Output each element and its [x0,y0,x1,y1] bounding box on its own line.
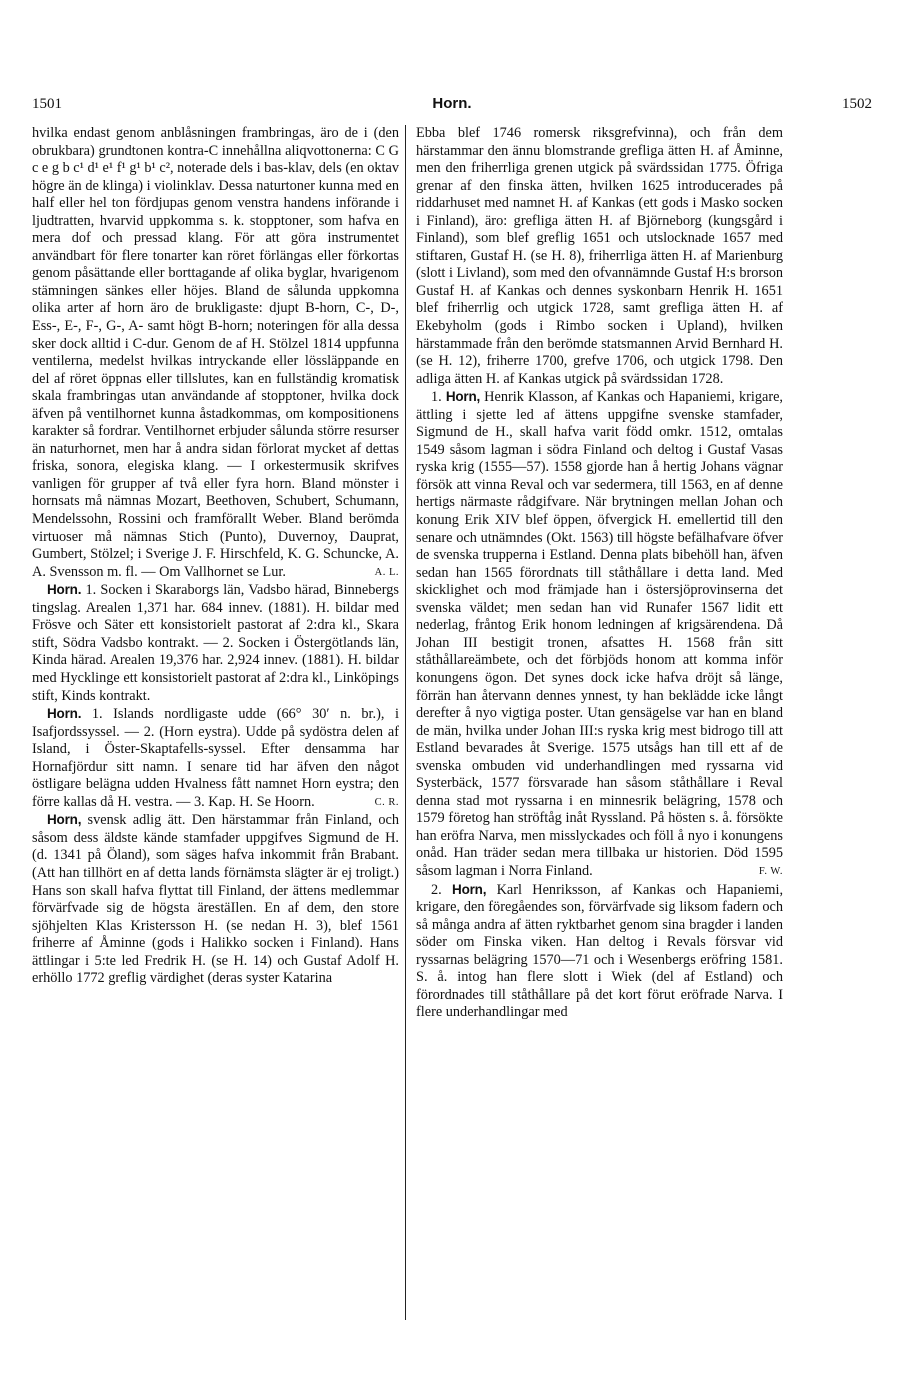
entry-text: svensk adlig ätt. Den härstammar från Finland, och såsom dess äldste kände stamfader uppgifves Sigmund de H. (d. 1341 på Öland), som säges hafva inkommit från Brabant. (Att han tillhört en af detta lands förnämsta slägter är ej troligt.) Hans son skall hafva flyttat till Finland, der ättens medlemmar förvärfvade sig de högsta ärestäIlen. En af dem, den store sjöhjelten Klas Kristersson H. (se nedan H. 3), blef 1561 friherre af Åminne (gods i Halikko socken i Finland). Hans ättlingar i 5:te led Fredrik H. (se H. 14) och Gustaf Adolf H. erhöllo 1772 greflig värdighet (deras syster Katarina [32,812,399,987]
entry-headword: Horn, [452,881,487,897]
left-column [32,125,399,1320]
entry-text: 1. Islands nordligaste udde (66° 30′ n. br.), i Isafjordssyssel. — 2. (Horn eystra). Udde på sydöstra delen af Island, i Öster-Skaptafells-syssel. Efter densamma har Hornafjördur sitt namn. I senare tid har äfven den något östligare belägna udden Hvalness fått namnet Horn eystra; den förre kallas då H. vestra. — 3. Kap. H. Se Hoorn. [32,706,399,810]
entry-horn-udde [32,705,399,811]
author-signature: A. L. [374,566,399,578]
entry-continuation-text: Ebba blef 1746 romersk riksgrefvinna), och från dem härstammar den ännu blomstrande grefliga ätten H. af Åminne, men den friherrliga grenen utgick på svärdssidan 1775. Öfriga grenar af den finska ätten, hvilken 1625 introducerades på riddarhuset med namnet H. af Kankas (ett gods i Masko socken i Finland), äro: grefliga ätten H. af Björneborg (kungsgård i Finland), som blef greflig 1651 och utslocknade 1657 med stiftaren, Gustaf H. (se H. 8), friherrliga ätten H. af Marienburg (slott i Livland), som med den ofvannämnde Gustaf H:s brorson Gustaf H. af Kankas och dennes syskonbarn Henrik H. 1651 blef friherrlig och utgick 1728, samt grefliga ätten H. af Ekebyholm (gods i Rimbo socken i Upland), hvilken härstammade från den berömde statsmannen Arvid Bernhard H. (se H. 12), friherre 1700, grefve 1706, och utgick 1798. Den adliga ätten H. af Kankas utgick på svärdssidan 1728. [416,125,783,387]
entry-horn-att [32,811,399,987]
entry-text: 1. Socken i Skaraborgs län, Vadsbo härad, Binnebergs tingslag. Arealen 1,371 har. 684 innev. (1881). H. bildar med Frösve och Säter ett konsistorielt pastorat af 2:dra kl., Skara stift, Södra Vadsbo kontrakt. — 2. Socken i Östergötlands län, Kinda härad. Arealen 19,376 har. 2,924 innev. (1881). H. bildar med Hycklinge ett konsistorielt pastorat af 2:dra kl., Linköpings stift, Kinds kontrakt. [32,582,399,704]
entry-number: 2. [431,881,442,898]
page-number-right: 1502 [842,96,872,112]
entry-horn-socken [32,581,399,705]
entry-headword: Horn. [47,706,82,722]
entry-text: Karl Henriksson, af Kankas och Hapaniemi, krigare, den föregåendes son, förvärfvade sig liksom fadern och så många andra af ätten ryktbarhet genom sina bragder i landen söder om Finska viken. Han deltog i Revals försvar vid ryssarnas belägring 1570—71 och i Wesenbergs eröfring 1581. S. å. intog han flere slott i Wiek (del af Estland) och förordnades till ståthållare på det kort förut eröfrade Narva. I flere underhandlingar med [416,881,783,1021]
article-continuation-text: hvilka endast genom anblåsningen frambringas, äro de i (den obrukbara) grundtonen kontra-C innehållna aliqvottonerna: C G c e g b c¹ d¹ e¹ f¹ g¹ b¹ c², noterade dels i bas-klav, dels (en oktav högre än de klinga) i violinklav. Dessa naturtoner kunna med en half eller hel ton fördjupas genom venstra handens införande i ljudtratten, hvarvid uppkomma s. k. stopptoner, som hafva en mera dof och pressad klang. För att göra instrumentet användbart för flere tonarter kan röret förlängas eller förkortas genom påsättande eller borttagande af olika byglar, hvarigenom stämningen sänkes eller höjes. Bland de sålunda uppkomna olika arter af horn äro de brukligaste: djupt B-horn, C-, D-, Ess-, E-, F-, G-, A- samt högt B-horn; noteringen för alla dessa sker dock alltid i C-dur. Genom de af H. Stölzel 1814 uppfunna ventilerna, medelst hvilkas intryckande eller lössläppande en del af röret öppnas eller tillslutes, kan en fullständig kromatisk skala frambringas utan användande af stopptoner, hvilka dock äfven på ventilhornet kunna åstadkommas, om kompositionens karakter så fordrar. Ventilhornet erbjuder sålunda större resurser än naturhornet, men har å andra sidan förlorat mycket af dettas friska, sonora, elegiska klang. — I orkestermusik skrifves vanligen för grupper af två eller fyra horn. Bland mönster i hornsats må nämnas Mozart, Beethoven, Schubert, Schumann, Mendelssohn, Rossini och framförallt Weber. Bland berömda virtuoser må nämnas Stich (Punto), Duvernoy, Dauprat, Gumbert, Stölzel; i Sverige J. F. Hirschfeld, K. G. Schuncke, A. A. Svensson m. fl. — Om Vallhornet se Lur. [32,125,399,580]
entry-headword: Horn. [47,582,82,598]
entry-headword: Horn, [445,389,481,405]
entry-horn-karl [416,881,783,1022]
entry-number: 1. [431,389,442,406]
entry-text: Henrik Klasson, af Kankas och Hapaniemi, krigare, ättling i sjette led af ättens uppgifne svenske stamfader, Sigmund de H., skall hafva varit född omkr. 1512, omtalas 1549 såsom lagman i södra Finland och deltog i Gustaf Vasas ryska krig (1555—57). 1558 gjorde han å hertig Johans vägnar försök att vinna Reval och var sedermera, till 1563, en af denne hertigs närmaste rådgifvare. När brytningen mellan Johan och konung Erik XIV blef öppen, öfvergick H. emellertid till den senare och utnämndes (Okt. 1563) till högste befälhafvare öfver de svenska trupperna i Estland. Denna plats bibehöll han, äfven sedan han 1565 förordnats till ståthållare i detta land. Med skicklighet och mod främjade han i östersjöprovinserna det svenska väldet; men sedan han vid Runafer 1567 lidit ett nederlag, fråntog Erik honom ledningen af krigsärendena. Då Johan III bestigit tronen, afsattes H. 1568 från sitt ståthållareämbete, och det förbjöds honom att komma inför konungens ögon. Det synes dock icke hafva dröjt så länge, förrän han återvann dennes ynnest, ty han beklädde icke långt derefter å nyo vigtiga poster. Utan gensägelse var han en bland de män, hvilka under Johan III:s ryska krig mest bidrogo till att Estland bevarades åt Sverige. 1575 utsågs han till ett af de svenska ombuden vid underhandlingen med ryssarna vid Systerbäck, 1577 försvarade han såsom ståthållare i Reval denna stad mot ryssarna i en minnesrik belägring, 1578 och 1579 företog han ströftåg inåt Ryssland. På hösten s. å. försökte han eröfra Narva, men misslyckades och föll å nyo i konungens onåd. Han träder sedan mera tillbaka ur historien. Död 1595 såsom lagman i Norra Finland. [416,389,783,879]
page-header [32,92,872,116]
article-continuation [32,125,399,581]
page-number-left: 1501 [32,96,62,112]
author-signature: F. W. [758,865,783,877]
author-signature: C. R. [374,796,399,808]
right-column [416,125,783,1320]
column-divider [405,125,406,1320]
entry-headword: Horn, [47,812,82,828]
entry-continuation [416,125,783,388]
running-title: Horn. [432,95,472,112]
entry-horn-henrik [416,388,783,880]
